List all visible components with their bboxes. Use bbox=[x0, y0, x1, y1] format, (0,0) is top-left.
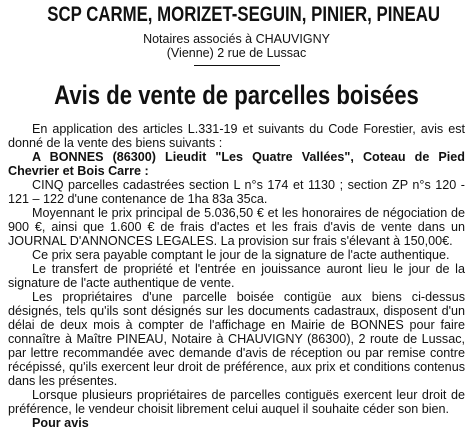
paragraph-transfer: Le transfert de propriété et l'entrée en jouissance auront lieu le jour de la signature de l'acte authentique de vente. bbox=[8, 262, 465, 290]
firm-address-line-1: Notaires associés à CHAUVIGNY bbox=[143, 32, 330, 46]
firm-address-line-2: (Vienne) 2 rue de Lussac bbox=[166, 46, 307, 60]
paragraph-preemption-right: Les propriétaires d'une parcelle boisée contigüe aux biens ci-dessus désignés, tels qu'ils sont désignés sur les documents cadastraux, disposent d'un délai de deux mois à compter de l'affichage en Mairie de BONNES pour faire connaître à Maître PINEAU, Notaire à CHAUVIGNY (86300), 2 route de Lussac, par lettre recommandée avec demande d'avis de réception ou par remise contre récépissé, qu'ils exercent leur droit de préférence, aux prix et conditions contenus dans les présentes. bbox=[8, 290, 465, 388]
notice-body bbox=[8, 122, 465, 430]
paragraph-parcels: CINQ parcelles cadastrées section L n°s 174 et 1130 ; section ZP n°s 120 - 121 – 122 d'une contenance de 1ha 83a 35ca. bbox=[8, 178, 465, 206]
paragraph-payment: Ce prix sera payable comptant le jour de la signature de l'acte authentique. bbox=[32, 248, 450, 262]
header-divider bbox=[194, 65, 280, 66]
notice-title: Avis de vente de parcelles boisées bbox=[54, 80, 419, 110]
paragraph-closing: Pour avis bbox=[32, 416, 89, 430]
paragraph-price: Moyennant le prix principal de 5.036,50 € et les honoraires de négociation de 900 €, ainsi que 1.600 € de frais d'actes et les frais d'avis de vente dans un JOURNAL D'ANNONCES LEGALES. La provision sur frais s'élevant à 150,00€. bbox=[8, 206, 465, 248]
paragraph-multiple-owners: Lorsque plusieurs propriétaires de parcelles contiguës exercent leur droit de préférence, le vendeur choisit librement celui auquel il souhaite céder son bien. bbox=[8, 388, 465, 416]
paragraph-legal-basis: En application des articles L.331-19 et suivants du Code Forestier, avis est donné de la vente des biens suivants : bbox=[8, 122, 465, 150]
firm-name: SCP CARME, MORIZET-SEGUIN, PINIER, PINEAU bbox=[47, 3, 440, 26]
paragraph-property-location: A BONNES (86300) Lieudit "Les Quatre Vallées", Coteau de Pied Chevrier et Bois Carre : bbox=[8, 150, 465, 178]
